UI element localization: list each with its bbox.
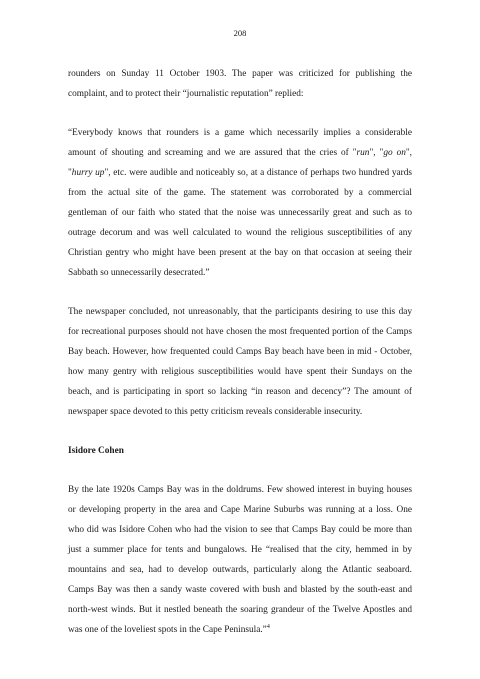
paragraph-intro: rounders on Sunday 11 October 1903. The paper was criticized for publishing the complaint, and to protect their “journalistic reputation” replied: [68,69,412,99]
section-heading: Isidore Cohen [68,446,124,456]
body-text [68,64,412,640]
quote-text: ", " [68,148,412,178]
quote-italic-run: run [356,148,370,158]
block-quote [68,123,412,283]
quote-text: “Everybody knows that rounders is a game which necessarily implies a considerable amount of shouting and screaming and we are assured that the cries of " [68,128,412,158]
quote-italic-hurry-up: hurry up [71,168,105,178]
page-number: 208 [233,28,247,38]
quote-text: ", etc. were audible and noticeably so, at a distance of perhaps two hundred yards from the actual site of the game. The statement was corroborated by a commercial gentleman of our faith who stated that the noise was unnecessarily great and such as to outrage decorum and was well calculated to wound the religious susceptibilities of any Christian gentry who might have been present at the bay on that occasion at seeing their Sabbath so unnecessarily desecrated.” [68,168,413,278]
paragraph-text: By the late 1920s Camps Bay was in the doldrums. Few showed interest in buying houses or developing property in the area and Cape Marine Suburbs was running at a loss. One who did was Isidore Cohen who had the vision to see that Camps Bay could be more than just a summer place for tents and bungalows. He “realised that the city, hemmed in by mountains and sea, had to develop outwards, particularly along the Atlantic seaboard. Camps Bay was then a sandy waste covered with bush and blasted by the south-east and north-west winds. But it nestled beneath the soaring grandeur of the Twelve Apostles and was one of the loveliest spots in the Cape Peninsula.” [68,485,412,635]
quote-text: ", " [369,148,384,158]
paragraph-conclusion: The newspaper concluded, not unreasonably, that the participants desiring to use this day for recreational purposes should not have chosen the most frequented portion of the Camps Bay beach. However, how frequented could Camps Bay beach have been in mid - October, how many gentry with religious susceptibilities would have spent their Sundays on the beach, and is participating in sport so lacking “in reason and decency”? The amount of newspaper space devoted to this petty criticism reveals considerable insecurity. [68,307,412,417]
quote-italic-go-on: go on [383,148,406,158]
footnote-reference: 4 [266,623,270,630]
paragraph-isidore-cohen [68,480,412,640]
